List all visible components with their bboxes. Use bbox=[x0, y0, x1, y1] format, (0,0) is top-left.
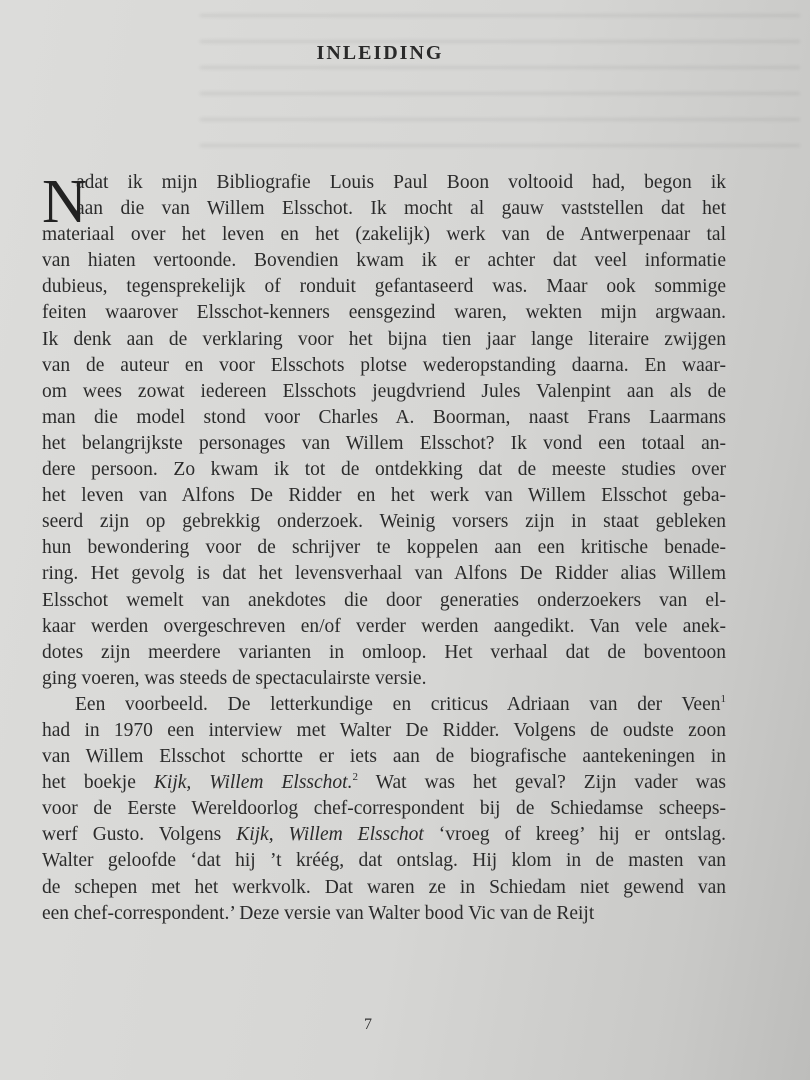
text-segment: het leven van Alfons De Ridder en het werk van Willem Elsschot geba- bbox=[42, 485, 726, 507]
text-segment: had in 1970 een interview met Walter De Ridder. Volgens de oudste zoon bbox=[42, 719, 726, 741]
text-line bbox=[42, 327, 726, 353]
text-line bbox=[42, 588, 726, 614]
text-segment: een chef-correspondent.’ Deze versie van Walter bood Vic van de Reijt bbox=[42, 902, 595, 924]
text-line bbox=[42, 431, 726, 457]
chapter-title: INLEIDING bbox=[316, 42, 444, 64]
text-line bbox=[42, 822, 726, 848]
text-line bbox=[42, 875, 726, 901]
text-line bbox=[42, 561, 726, 587]
bleed-through-text bbox=[200, 0, 800, 160]
text-line bbox=[42, 796, 726, 822]
text-segment: Walter geloofde ‘dat hij ’t kréég, dat ontslag. Hij klom in de masten van bbox=[42, 850, 726, 872]
text-segment: hun bewondering voor de schrijver te koppelen aan een kritische benade- bbox=[42, 537, 726, 559]
text-line bbox=[42, 379, 726, 405]
text-segment: werf Gusto. Volgens bbox=[42, 824, 237, 846]
text-segment: om wees zowat iedereen Elsschots jeugdvriend Jules Valenpint aan als de bbox=[42, 380, 726, 402]
text-segment: van hiaten vertoonde. Bovendien kwam ik er achter dat veel informatie bbox=[42, 250, 726, 272]
text-line bbox=[42, 170, 726, 196]
text-line bbox=[42, 848, 726, 874]
page-number: 7 bbox=[364, 1016, 372, 1033]
footnote-marker: 1 bbox=[720, 692, 726, 705]
text-line bbox=[42, 509, 726, 535]
text-segment: het boekje bbox=[42, 772, 154, 794]
text-line bbox=[42, 666, 726, 692]
text-segment: van Willem Elsschot schortte er iets aan de biografische aantekeningen in bbox=[42, 746, 726, 768]
footnote-marker: 2 bbox=[352, 771, 358, 784]
italic-title: Kijk, Willem Elsschot bbox=[236, 824, 424, 846]
text-segment: aan die van Willem Elsschot. Ik mocht al gauw vaststellen dat het bbox=[76, 198, 726, 220]
text-line bbox=[42, 744, 726, 770]
text-segment: kaar werden overgeschreven en/of verder werden aangedikt. Van vele anek- bbox=[42, 615, 726, 637]
text-line bbox=[42, 405, 726, 431]
text-segment: ‘vroeg of kreeg’ hij er ontslag. bbox=[423, 824, 726, 846]
text-line bbox=[42, 457, 726, 483]
body-text bbox=[42, 170, 726, 927]
text-line bbox=[42, 692, 726, 718]
text-segment: adat ik mijn Bibliografie Louis Paul Boon voltooid had, begon ik bbox=[76, 172, 726, 193]
text-line bbox=[42, 353, 726, 379]
text-line bbox=[42, 535, 726, 561]
text-segment: dubieus, tegensprekelijk of ronduit gefantaseerd was. Maar ook sommige bbox=[42, 276, 726, 298]
text-segment: Wat was het geval? Zijn vader was bbox=[357, 772, 726, 794]
text-line bbox=[42, 614, 726, 640]
text-segment: dotes zijn meerdere varianten in omloop. Het verhaal dat de boventoon bbox=[42, 641, 726, 663]
text-segment: ring. Het gevolg is dat het levensverhaal van Alfons De Ridder alias Willem bbox=[42, 563, 726, 585]
text-line bbox=[42, 640, 726, 666]
text-line bbox=[42, 248, 726, 274]
text-segment: Ik denk aan de verklaring voor het bijna tien jaar lange literaire zwijgen bbox=[42, 328, 726, 350]
text-segment: feiten waarover Elsschot-kenners eensgezind waren, wekten mijn argwaan. bbox=[42, 302, 726, 324]
text-line bbox=[42, 718, 726, 744]
text-line bbox=[42, 222, 726, 248]
text-line bbox=[42, 300, 726, 326]
text-segment: van de auteur en voor Elsschots plotse wederopstanding daarna. En waar- bbox=[42, 354, 726, 376]
text-segment: dere persoon. Zo kwam ik tot de ontdekking dat de meeste studies over bbox=[42, 459, 726, 481]
text-segment: Elsschot wemelt van anekdotes die door generaties onderzoekers van el- bbox=[42, 589, 726, 611]
text-line bbox=[42, 196, 726, 222]
drop-cap: N bbox=[42, 168, 87, 236]
text-segment: Een voorbeeld. De letterkundige en criticus Adriaan van der Veen bbox=[75, 693, 721, 715]
text-segment: seerd zijn op gebrekkig onderzoek. Weinig vorsers zijn in staat gebleken bbox=[42, 511, 726, 533]
italic-title: Kijk, Willem Elsschot. bbox=[153, 772, 353, 794]
text-line bbox=[42, 274, 726, 300]
text-line bbox=[42, 901, 726, 927]
text-segment: voor de Eerste Wereldoorlog chef-correspondent bij de Schiedamse scheeps- bbox=[42, 798, 726, 820]
text-segment: het belangrijkste personages van Willem Elsschot? Ik vond een totaal an- bbox=[42, 432, 726, 454]
text-line bbox=[42, 770, 726, 796]
text-segment: materiaal over het leven en het (zakelijk) werk van de Antwerpenaar tal bbox=[42, 224, 726, 246]
text-line bbox=[42, 483, 726, 509]
text-segment: man die model stond voor Charles A. Boorman, naast Frans Laarmans bbox=[42, 406, 726, 428]
text-segment: ging voeren, was steeds de spectaculairste versie. bbox=[42, 667, 427, 689]
text-segment: de schepen met het werkvolk. Dat waren ze in Schiedam niet gewend van bbox=[42, 876, 726, 898]
